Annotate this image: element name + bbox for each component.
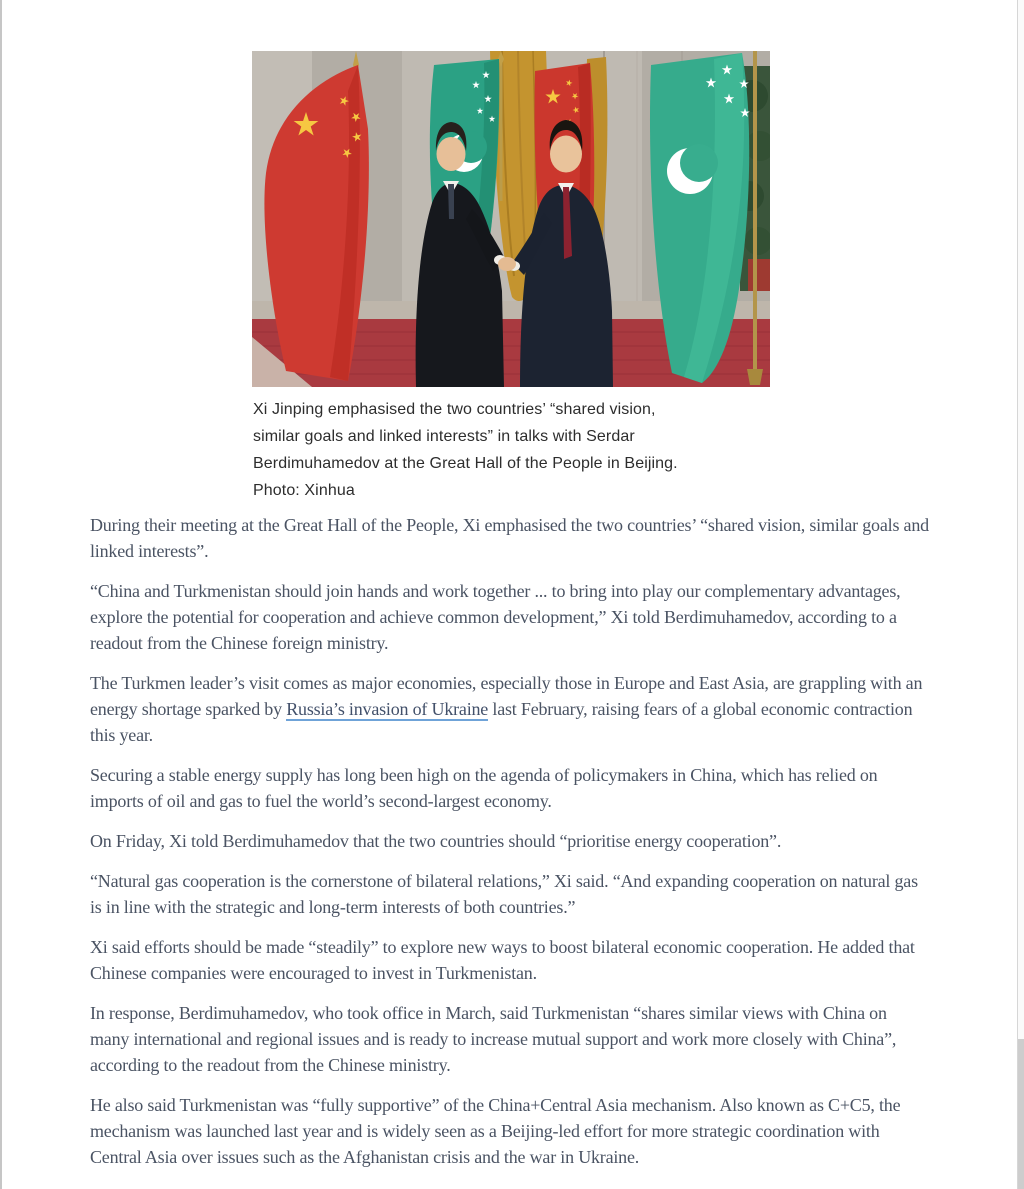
article-paragraph-1: During their meeting at the Great Hall of the People, Xi emphasised the two countries’ “shared vision, similar goals and linked interests”. [90, 515, 929, 561]
link-russias-invasion-of-ukraine[interactable]: Russia’s invasion of Ukraine [286, 699, 489, 719]
article-paragraph-6: “Natural gas cooperation is the cornerstone of bilateral relations,” Xi said. “And expanding cooperation on natural gas is in line with the strategic and long-term interests of both countries.” [90, 871, 918, 917]
article-photo [252, 51, 770, 387]
article-paragraph-7: Xi said efforts should be made “steadily” to explore new ways to boost bilateral economic cooperation. He added that Chinese companies were encouraged to invest in Turkmenistan. [90, 937, 915, 983]
photo-caption-line: Xi Jinping emphasised the two countries’ “shared vision, [253, 401, 656, 418]
photo-credit: Photo: Xinhua [253, 482, 355, 499]
article-paragraph-3 [90, 670, 930, 748]
photo-caption [253, 396, 678, 504]
photo-illustration [252, 51, 770, 387]
paragraph-text: last February, raising fears of a global economic contraction this year. [90, 699, 913, 745]
photo-caption-line: similar goals and linked interests” in talks with Serdar [253, 428, 635, 445]
article-paragraph-5: On Friday, Xi told Berdimuhamedov that the two countries should “prioritise energy cooperation”. [90, 831, 782, 851]
article-paragraph-8: In response, Berdimuhamedov, who took office in March, said Turkmenistan “shares similar views with China on many international and regional issues and is ready to increase mutual support and work more closely with China”, according to the readout from the Chinese ministry. [90, 1003, 897, 1075]
paragraph-text: The Turkmen leader’s visit comes as major economies, especially those in Europe and East Asia, are grappling with an energy shortage sparked by [90, 673, 923, 719]
scrollbar-track[interactable] [1017, 0, 1024, 1189]
article-paragraph-2: “China and Turkmenistan should join hands and work together ... to bring into play our complementary advantages, explore the potential for cooperation and achieve common development,” Xi told Berdimuhamedov, according to a readout from the Chinese foreign ministry. [90, 581, 901, 653]
article-paragraph-9: He also said Turkmenistan was “fully supportive” of the China+Central Asia mechanism. Also known as C+C5, the mechanism was launched last year and is widely seen as a Beijing-led effort for more strategic coordination with Central Asia over issues such as the Afghanistan crisis and the war in Ukraine. [90, 1095, 901, 1167]
article-paragraph-4: Securing a stable energy supply has long been high on the agenda of policymakers in China, which has relied on imports of oil and gas to fuel the world’s second-largest economy. [90, 765, 878, 811]
photo-caption-line: Berdimuhamedov at the Great Hall of the People in Beijing. [253, 455, 678, 472]
scrollbar-thumb[interactable] [1018, 1039, 1024, 1189]
article-body [90, 512, 930, 1184]
